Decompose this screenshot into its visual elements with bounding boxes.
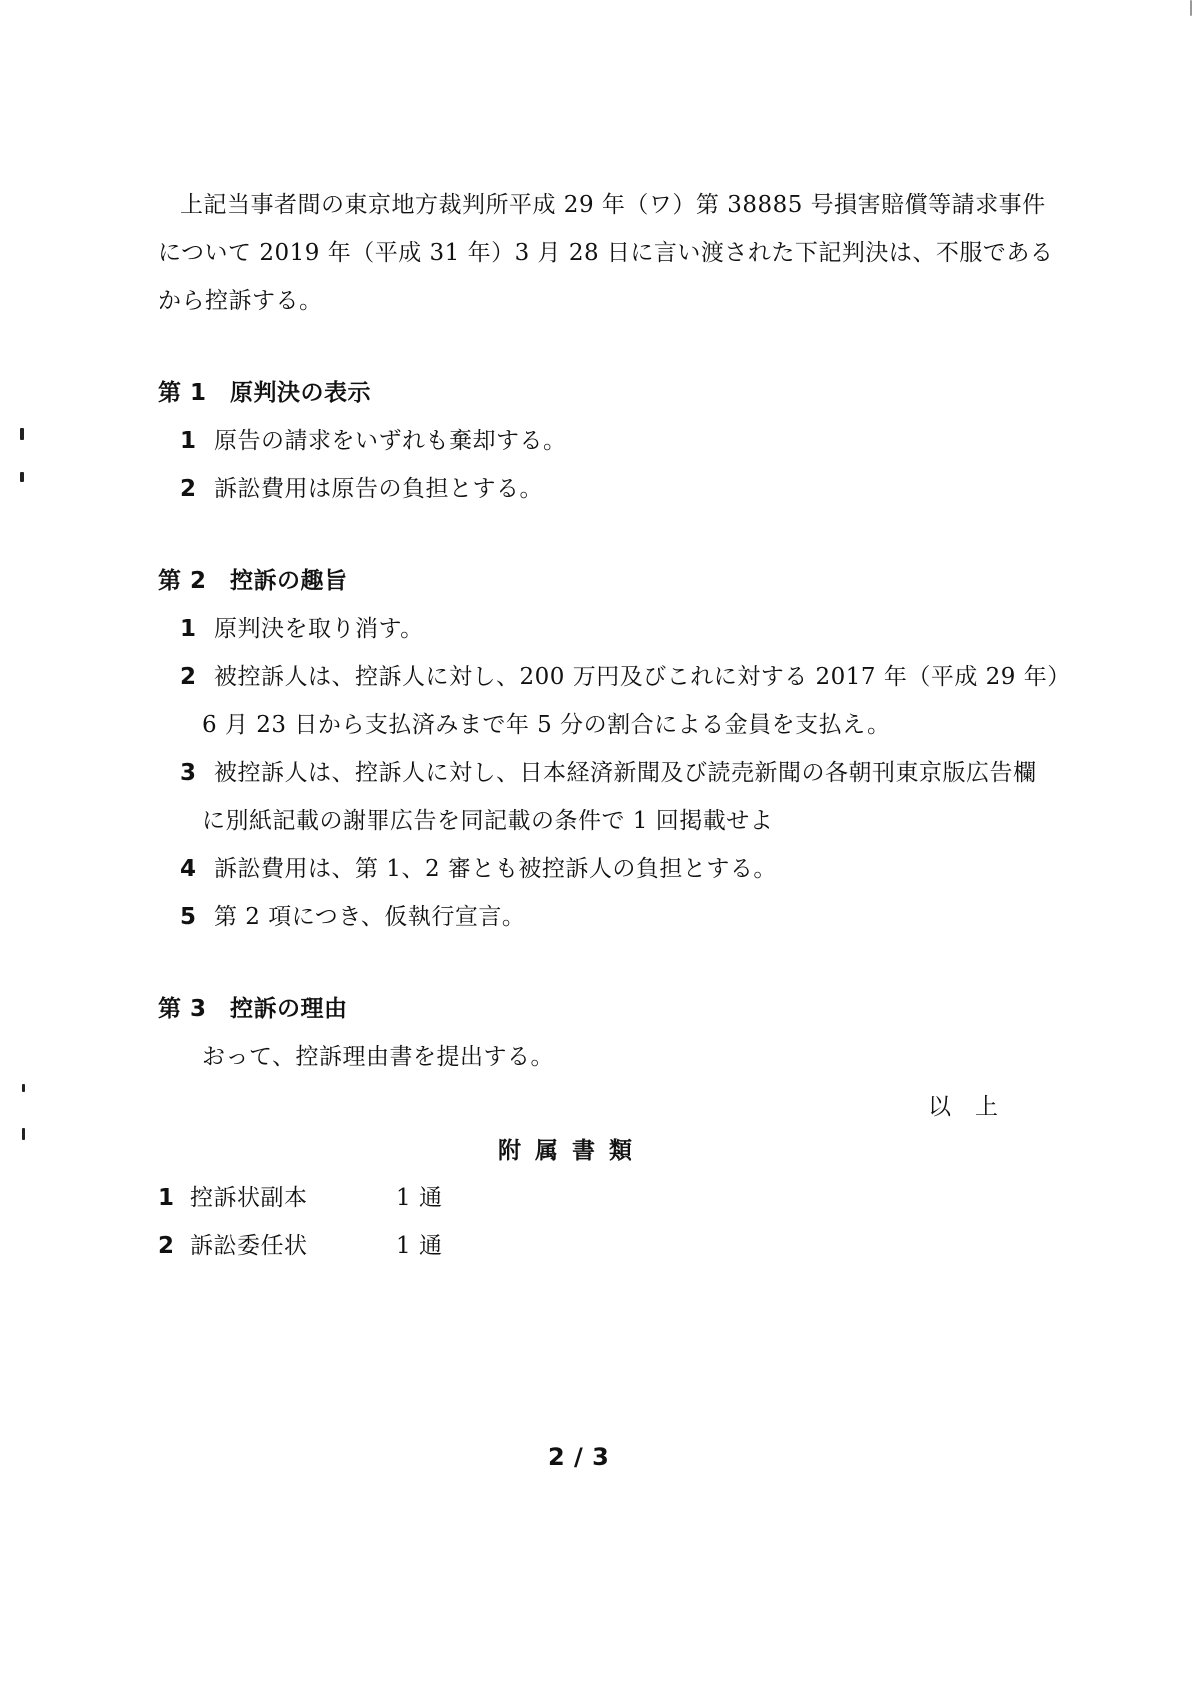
section-2-title: 第 2 控訴の趣旨 <box>158 568 348 594</box>
section-2-item-3-line-1: 被控訴人は、控訴人に対し、日本経済新聞及び読売新聞の各朝刊東京版広告欄 <box>214 760 1037 786</box>
page-number: 2 / 3 <box>548 1443 610 1471</box>
section-2-item-5-number: 5 <box>180 904 197 930</box>
section-3-text: おって、控訴理由書を提出する。 <box>202 1044 555 1070</box>
closing-mark: 以 上 <box>928 1094 999 1120</box>
scan-speck <box>22 1084 25 1092</box>
attachment-2-number: 2 <box>158 1233 175 1259</box>
section-2-item-3-number: 3 <box>180 760 197 786</box>
section-1-item-1-number: 1 <box>180 428 197 454</box>
intro-line-1: 上記当事者間の東京地方裁判所平成 29 年（ワ）第 38885 号損害賠償等請求事件 <box>180 192 1046 218</box>
attachments-title: 附属書類 <box>498 1138 646 1164</box>
section-2-item-2-line-1: 被控訴人は、控訴人に対し、200 万円及びこれに対する 2017 年（平成 29 年） <box>214 664 1071 690</box>
section-1-item-2-number: 2 <box>180 476 197 502</box>
section-2-item-2-number: 2 <box>180 664 197 690</box>
section-3-title: 第 3 控訴の理由 <box>158 996 348 1022</box>
section-2-item-1-text: 原判決を取り消す。 <box>214 616 424 642</box>
section-1-item-1-text: 原告の請求をいずれも棄却する。 <box>214 428 567 454</box>
scan-speck <box>20 472 24 482</box>
scan-speck <box>22 1128 25 1140</box>
section-1-title: 第 1 原判決の表示 <box>158 380 372 406</box>
attachment-1-count: 1 通 <box>396 1185 443 1211</box>
scan-speck <box>1190 0 1192 16</box>
attachment-1-number: 1 <box>158 1185 175 1211</box>
section-2-item-4-number: 4 <box>180 856 197 882</box>
intro-line-3: から控訴する。 <box>158 288 323 314</box>
section-2-item-1-number: 1 <box>180 616 197 642</box>
section-2-item-3-line-2: に別紙記載の謝罪広告を同記載の条件で 1 回掲載せよ <box>202 808 774 834</box>
scan-speck <box>20 428 24 440</box>
section-2-item-5-text: 第 2 項につき、仮執行宣言。 <box>214 904 526 930</box>
section-2-item-4-text: 訴訟費用は、第 1、2 審とも被控訴人の負担とする。 <box>214 856 777 882</box>
attachment-2-count: 1 通 <box>396 1233 443 1259</box>
section-1-item-2-text: 訴訟費用は原告の負担とする。 <box>214 476 543 502</box>
attachment-1-name: 控訴状副本 <box>190 1185 308 1211</box>
section-2-item-2-line-2: 6 月 23 日から支払済みまで年 5 分の割合による金員を支払え。 <box>202 712 891 738</box>
intro-line-2: について 2019 年（平成 31 年）3 月 28 日に言い渡された下記判決は、不服である <box>158 240 1054 266</box>
attachment-2-name: 訴訟委任状 <box>190 1233 308 1259</box>
